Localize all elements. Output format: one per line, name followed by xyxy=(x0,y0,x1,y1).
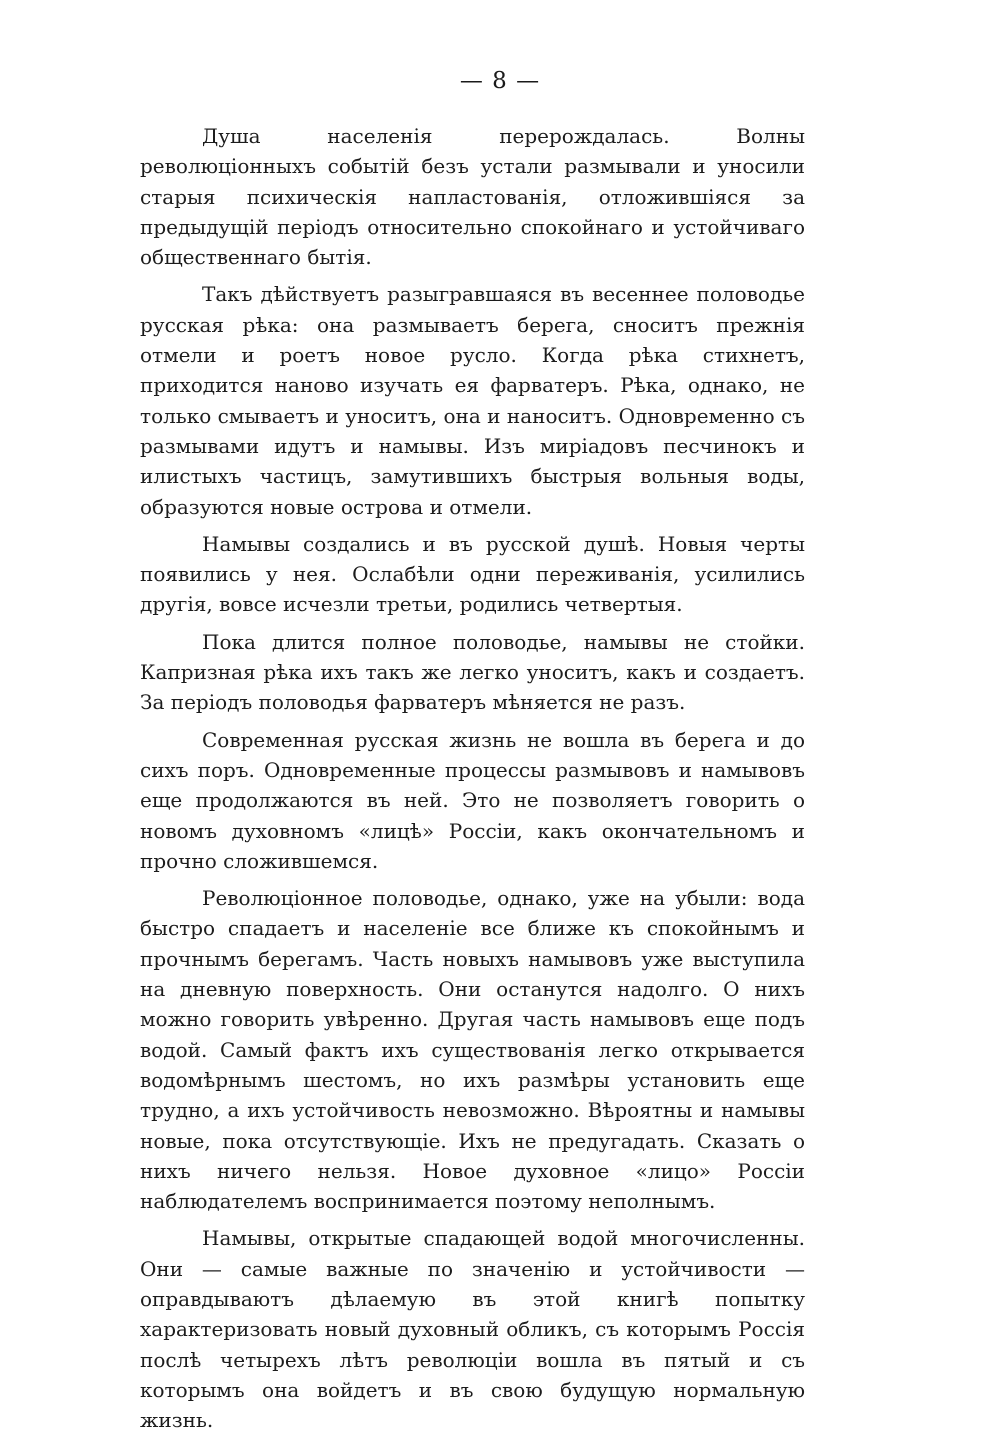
body-text xyxy=(140,121,805,1442)
paragraph-2: Такъ дѣйствуетъ разыгравшаяся въ весеннее половодье русская рѣка: она размываетъ берега, сноситъ прежнія отмели и роетъ новое русло. Когда рѣка стихнетъ, приходится наново изучать ея фарватеръ. Рѣка, однако, не только смываетъ и уноситъ, она и наноситъ. Одновременно съ размывами идутъ и намывы. Изъ миріадовъ песчинокъ и илистыхъ частицъ, замутившихъ быстрыя вольныя воды, образуются новые острова и отмели. xyxy=(140,282,805,519)
paragraph-7: Намывы, открытые спадающей водой многочисленны. Они — самые важные по значенію и устойчивости — оправдываютъ дѣлаемую въ этой книгѣ попытку характеризовать новый духовный обликъ, съ которымъ Россія послѣ четырехъ лѣтъ революціи вошла въ пятый и съ которымъ она войдетъ и въ свою будущую нормальную жизнь. xyxy=(140,1226,805,1433)
paragraph-5: Современная русская жизнь не вошла въ берега и до сихъ поръ. Одновременные процессы размывовъ и намывовъ еще продолжаются въ ней. Это не позволяетъ говорить о новомъ духовномъ «лицѣ» Россіи, какъ окончательномъ и прочно сложившемся. xyxy=(140,727,805,873)
paragraph-1: Душа населенія перерождалась. Волны революціонныхъ событій безъ устали размывали и уносили старыя психическія напластованія, отложившіяся за предыдущій періодъ относительно спокойнаго и устойчиваго общественнаго бытія. xyxy=(140,124,805,270)
paragraph-6: Революціонное половодье, однако, уже на убыли: вода быстро спадаетъ и населеніе все ближе къ спокойнымъ и прочнымъ берегамъ. Часть новыхъ намывовъ уже выступила на дневную поверхность. Они останутся надолго. О нихъ можно говорить увѣренно. Другая часть намывовъ еще подъ водой. Самый фактъ ихъ существованія легко открывается водомѣрнымъ шестомъ, но ихъ размѣры установить еще трудно, а ихъ устойчивость невозможно. Вѣроятны и намывы новые, пока отсутствующіе. Ихъ не предугадать. Сказать о нихъ ничего нельзя. Новое духовное «лицо» Россіи наблюдателемъ воспринимается поэтому неполнымъ. xyxy=(140,886,805,1214)
page-number: — 8 — xyxy=(459,68,541,94)
paragraph-4: Пока длится полное половодье, намывы не стойки. Капризная рѣка ихъ такъ же легко уноситъ, какъ и создаетъ. За періодъ половодья фарватеръ мѣняется не разъ. xyxy=(140,629,805,715)
paragraph-3: Намывы создались и въ русской душѣ. Новыя черты появились у нея. Ослабѣли одни переживанія, усилились другія, вовсе исчезли третьи, родились четвертыя. xyxy=(140,531,805,617)
